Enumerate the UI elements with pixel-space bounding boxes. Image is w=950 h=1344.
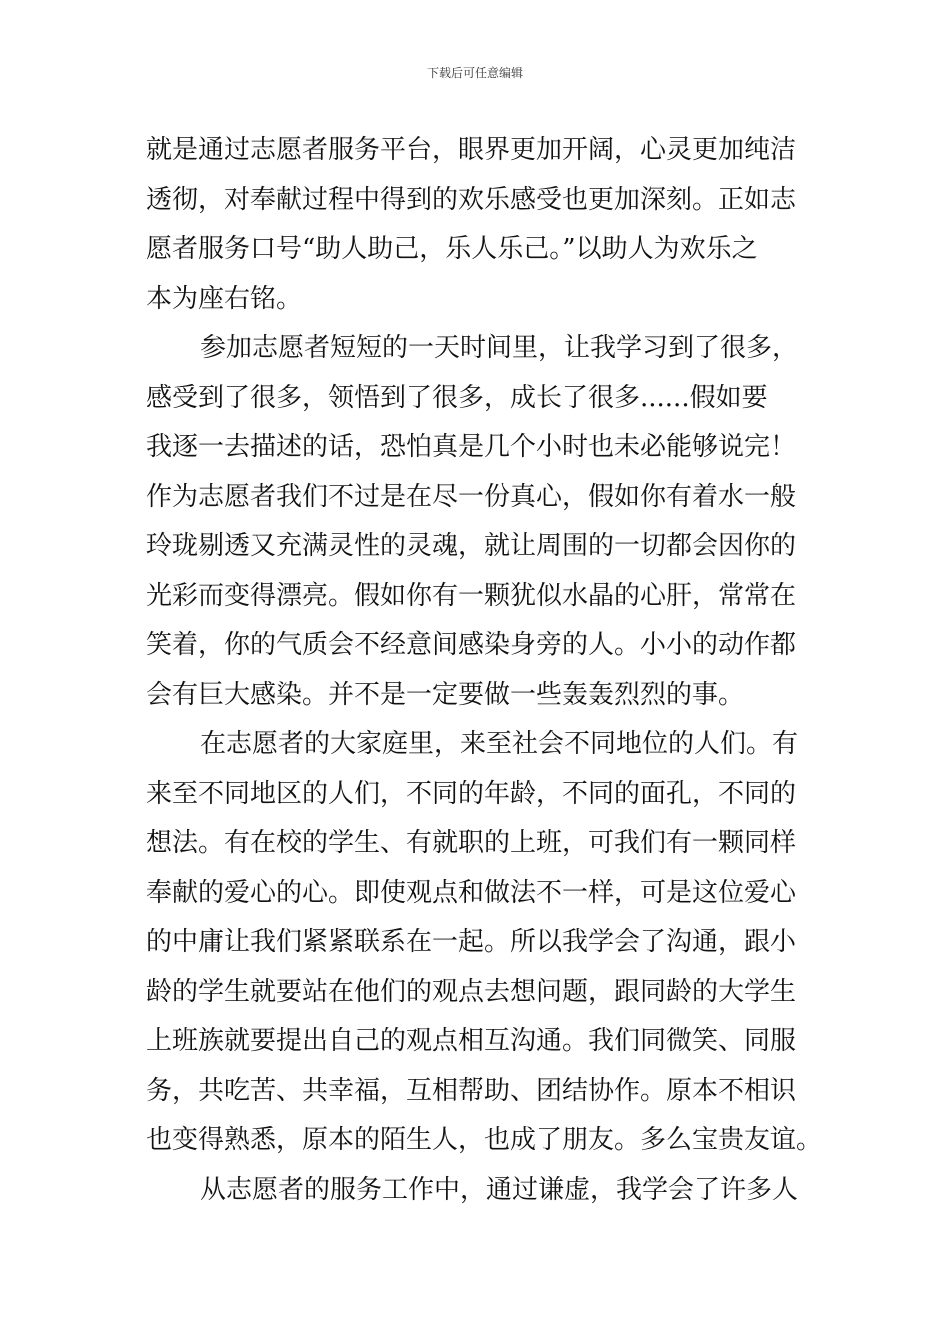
- text-line: 龄的学生就要站在他们的观点去想问题，跟同龄的大学生: [146, 976, 797, 1007]
- document-body: [146, 126, 823, 1215]
- text-line: 玲珑剔透又充满灵性的灵魂，就让周围的一切都会因你的: [146, 531, 797, 561]
- text-line: 会有巨大感染。并不是一定要做一些轰轰烈烈的事。: [146, 679, 745, 710]
- text-line: 光彩而变得漂亮。假如你有一颗犹似水晶的心肝，常常在: [146, 580, 797, 611]
- text-line: 本为座右铭。: [146, 283, 303, 314]
- text-line: 上班族就要提出自己的观点相互沟通。我们同微笑、同服: [146, 1026, 797, 1056]
- text-line: 想法。有在校的学生、有就职的上班，可我们有一颗同样: [146, 828, 797, 858]
- page-header: 下载后可任意编辑: [426, 66, 523, 80]
- text-line: 从志愿者的服务工作中，通过谦虚，我学会了许多人: [200, 1174, 799, 1205]
- text-line: 也变得熟悉，原本的陌生人，也成了朋友。多么宝贵友谊。: [146, 1125, 823, 1155]
- text-line: 来至不同地区的人们，不同的年龄，不同的面孔，不同的: [146, 778, 797, 809]
- text-line: 奉献的爱心的心。即使观点和做法不一样，可是这位爱心: [146, 877, 797, 908]
- text-line: 感受到了很多，领悟到了很多，成长了很多......假如要: [146, 382, 768, 413]
- text-line: 作为志愿者我们不过是在尽一份真心，假如你有着水一般: [146, 481, 797, 512]
- text-line: 参加志愿者短短的一天时间里，让我学习到了很多，: [200, 333, 799, 363]
- text-line: 透彻，对奉献过程中得到的欢乐感受也更加深刻。正如志: [146, 184, 797, 215]
- text-line: 就是通过志愿者服务平台，眼界更加开阔，心灵更加纯洁: [146, 135, 797, 165]
- text-line: 笑着，你的气质会不经意间感染身旁的人。小小的动作都: [146, 630, 797, 660]
- text-line: 务，共吃苦、共幸福，互相帮助、团结协作。原本不相识: [146, 1075, 797, 1106]
- text-line: 愿者服务口号“助人助己，乐人乐己。”以助人为欢乐之: [146, 234, 758, 264]
- text-line: 的中庸让我们紧紧联系在一起。所以我学会了沟通，跟小: [146, 927, 797, 957]
- text-line: 在志愿者的大家庭里，来至社会不同地位的人们。有: [200, 729, 799, 759]
- text-line: 我逐一去描述的话，恐怕真是几个小时也未必能够说完！: [146, 432, 797, 462]
